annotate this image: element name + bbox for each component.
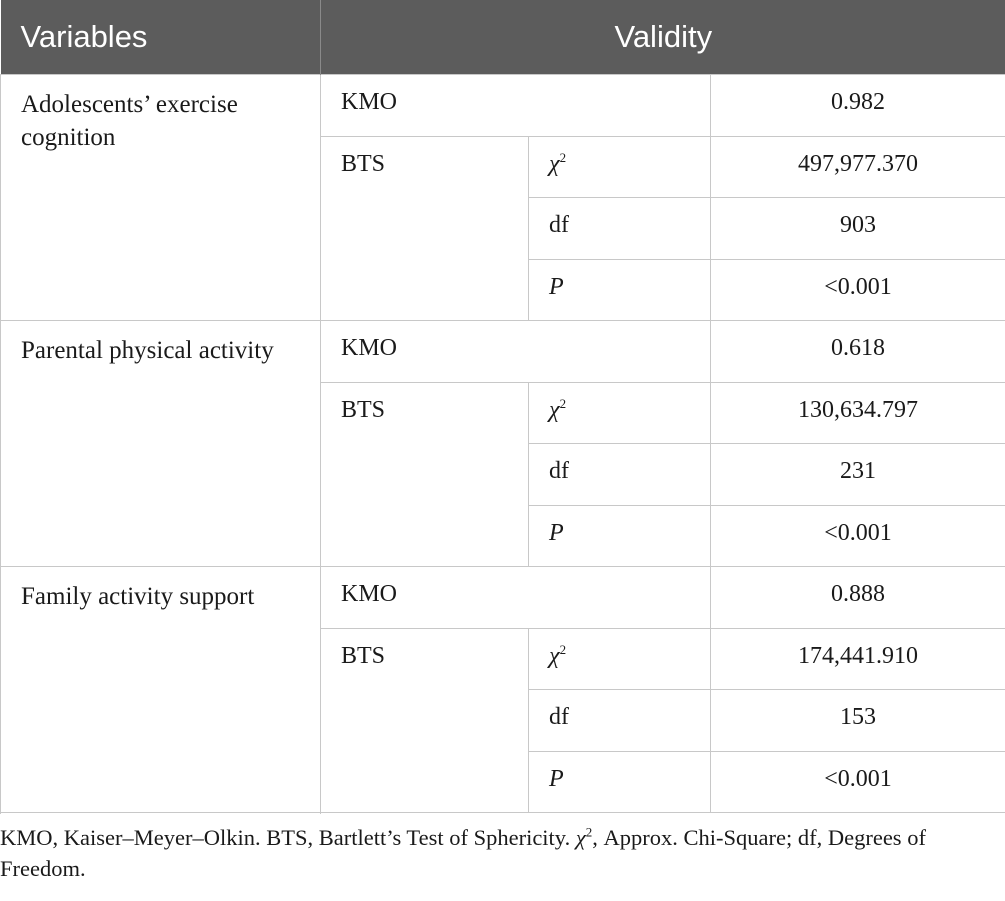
p-value-cell: <0.001	[711, 259, 1005, 321]
variable-name-cell: Parental physical activity	[1, 321, 321, 567]
kmo-value-cell: 0.888	[711, 567, 1005, 629]
kmo-value-cell: 0.982	[711, 75, 1005, 137]
df-value-cell: 231	[711, 444, 1005, 506]
variable-name-cell: Adolescents’ exercise cognition	[1, 75, 321, 321]
df-label-cell: df	[529, 198, 711, 260]
footnote-chi-symbol: χ	[575, 825, 586, 850]
table-row	[1, 321, 1005, 383]
kmo-label-cell: KMO	[321, 567, 711, 629]
table-footnote	[0, 822, 1000, 884]
bts-label-cell: BTS	[321, 628, 529, 813]
footnote-part-2: , Approx. Chi-Square; df, Degrees of Freedom.	[0, 825, 926, 881]
kmo-label-cell: KMO	[321, 321, 711, 383]
p-label-cell: P	[529, 259, 711, 321]
p-label-cell: P	[529, 751, 711, 813]
chi-superscript: 2	[559, 149, 567, 165]
kmo-label-cell: KMO	[321, 75, 711, 137]
chi-square-label-cell	[529, 382, 711, 444]
table-header-row	[1, 0, 1005, 75]
bts-label-cell: BTS	[321, 136, 529, 321]
p-value-cell: <0.001	[711, 751, 1005, 813]
variable-name-cell: Family activity support	[1, 567, 321, 813]
footnote-chi-superscript: 2	[585, 824, 593, 840]
chi-square-value-cell: 497,977.370	[711, 136, 1005, 198]
chi-square-label-cell	[529, 136, 711, 198]
df-value-cell: 153	[711, 690, 1005, 752]
chi-square-label-cell	[529, 628, 711, 690]
chi-symbol: χ	[549, 396, 560, 423]
chi-symbol: χ	[549, 150, 560, 177]
chi-square-value-cell: 130,634.797	[711, 382, 1005, 444]
df-value-cell: 903	[711, 198, 1005, 260]
df-label-cell: df	[529, 444, 711, 506]
footnote-part-1: KMO, Kaiser–Meyer–Olkin. BTS, Bartlett’s Test of Sphericity.	[0, 825, 576, 850]
p-value-cell: <0.001	[711, 505, 1005, 567]
header-variables: Variables	[1, 0, 321, 75]
chi-square-value-cell: 174,441.910	[711, 628, 1005, 690]
header-validity: Validity	[321, 0, 1005, 75]
p-label-cell: P	[529, 505, 711, 567]
df-label-cell: df	[529, 690, 711, 752]
chi-symbol: χ	[549, 642, 560, 669]
bts-label-cell: BTS	[321, 382, 529, 567]
chi-superscript: 2	[559, 641, 567, 657]
kmo-value-cell: 0.618	[711, 321, 1005, 383]
table-row	[1, 75, 1005, 137]
chi-superscript: 2	[559, 395, 567, 411]
table-row	[1, 567, 1005, 629]
